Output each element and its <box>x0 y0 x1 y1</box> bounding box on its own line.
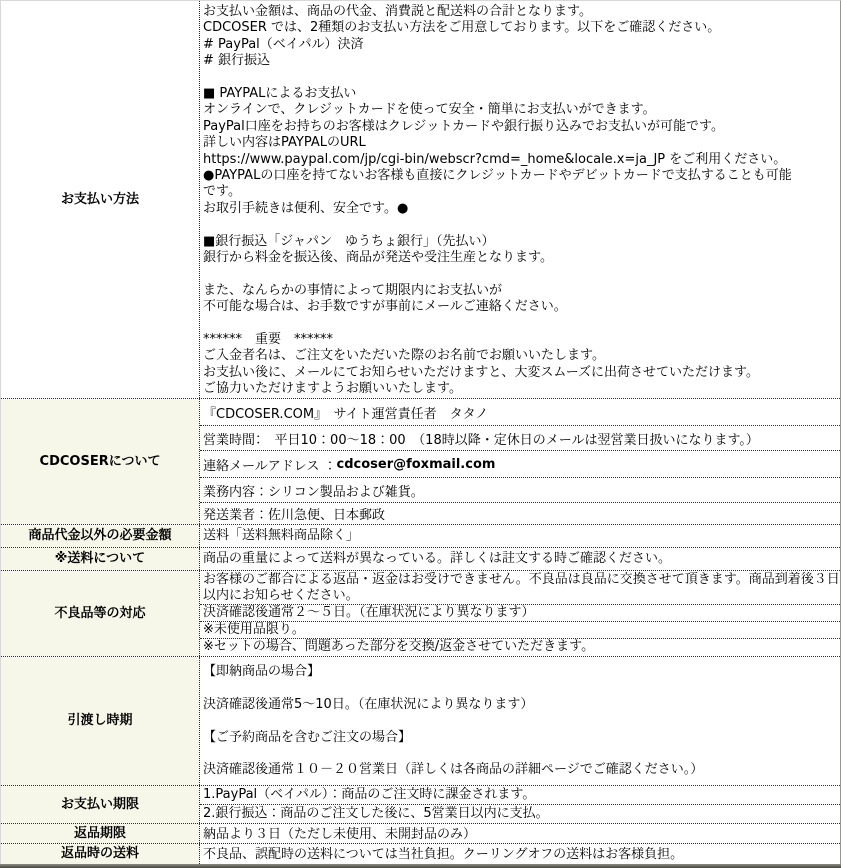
shipper-row <box>200 503 840 524</box>
site-operator-row <box>200 399 840 426</box>
return-fee-content: 不良品、誤配時の送料については当社負担。クーリングオフの送料はお客様負担。 <box>203 847 684 862</box>
defect-exchange-time-row: 決済確認後通常２～５日。（在庫状況により異なります） <box>200 605 840 622</box>
row-payment-deadline <box>1 786 840 824</box>
about-label-cell <box>1 399 200 524</box>
text-line: お取引手続きは便利、安全です。● <box>203 200 409 216</box>
business-content-row <box>200 478 840 503</box>
text-line: 【即納商品の場合】 <box>203 664 321 679</box>
delivery-label-cell <box>1 657 200 785</box>
business-hours-text: 営業時間： 平日10：00～18：00 （18時以降・定休日のメールは翌営業日扱いになります。） <box>203 432 759 448</box>
delivery-label: 引渡し時期 <box>67 713 133 728</box>
defect-policy-row: お客様のご都合による返品・返金はお受けできません。不良品は良品に交換させて頂きます。商品到着後３日以内にお知らせください。 <box>200 571 840 605</box>
text-line: CDCOSER では、2種類のお支払い方法をご用意しております。以下をご確認ください。 <box>203 20 721 36</box>
row-return-period <box>1 824 840 844</box>
contact-email: cdcoser@foxmail.com <box>336 456 496 472</box>
return-fee-label: 返品時の送料 <box>60 846 139 861</box>
text-line: お支払い後に、メールにてお知らせいただけますと、大変スムーズに出荷させていただけます。 <box>203 364 760 380</box>
business-content-text: 業務内容：シリコン製品および雑貨。 <box>203 484 424 500</box>
row-delivery-timing <box>1 657 840 786</box>
text-line: 詳しい内容はPAYPALのURL <box>203 135 366 151</box>
row-extra-fee <box>1 525 840 548</box>
text-line: PayPal口座をお持ちのお客様はクレジットカードや銀行振り込みでお支払いが可能です。 <box>203 118 724 134</box>
text-line: です。 <box>203 184 241 200</box>
text-line: 銀行から料金を振込後、商品が発送や受注生産となります。 <box>203 250 553 266</box>
text-line: 【ご予約商品を含むご注文の場合】 <box>203 729 412 745</box>
text-line: 決済確認後通常5～10日。（在庫状況により異なります） <box>203 696 534 712</box>
text-line: ●PAYPALの口座を持てないお客様も直接にクレジットカードやデビットカードで支払することも可能 <box>203 168 792 184</box>
defect-label: 不良品等の対応 <box>54 605 146 621</box>
row-payment-method <box>1 1 840 399</box>
blank-line <box>203 70 838 86</box>
blank-line <box>203 680 838 696</box>
site-operator-text: 『CDCOSER.COM』 サイト運営責任者 タタノ <box>203 406 489 422</box>
extra-fee-label-cell <box>1 525 200 547</box>
blank-line <box>203 713 838 729</box>
deadline-paypal-row: 1.PayPal（ベイパル）：商品のご注文時に課金されます。 <box>200 786 840 805</box>
extra-fee-content: 送料「送料無料商品除く」 <box>203 528 360 543</box>
shipping-note-content: 商品の重量によって送料が異なっている。詳しくは註文する時ご確認ください。 <box>203 551 672 566</box>
shipping-note-label: ※送料について <box>54 551 146 566</box>
text-line: # PayPal（ベイパル）決済 <box>203 36 364 52</box>
about-content <box>200 399 840 524</box>
bottom-divider-bar <box>0 864 841 868</box>
shipper-text: 発送業者：佐川急便、日本郵政 <box>203 508 386 523</box>
important-heading-line: ****** 重要 ****** <box>203 332 334 348</box>
return-period-label: 返品期限 <box>73 825 126 841</box>
contact-email-row <box>200 451 840 478</box>
blank-line <box>203 316 838 332</box>
row-return-fee <box>1 844 840 864</box>
return-fee-label-cell <box>1 844 200 864</box>
shipping-note-label-cell <box>1 548 200 570</box>
text-line: # 銀行振込 <box>203 53 271 69</box>
text-line: ご協力いただけますようお願いいたします。 <box>203 381 462 397</box>
deadline-label-cell <box>1 786 200 823</box>
text-line: オンラインで、クレジットカードを使って安全・簡単にお支払いができます。 <box>203 102 656 118</box>
row-shipping-note <box>1 548 840 571</box>
row-about-cdcoser <box>1 399 840 525</box>
deadline-label: お支払い期限 <box>60 796 139 812</box>
blank-line <box>203 746 838 762</box>
delivery-content <box>200 657 840 785</box>
text-line: ご入金者名は、ご注文をいただいた際のお名前でお願いいたします。 <box>203 348 605 364</box>
extra-fee-label: 商品代金以外の必要金額 <box>28 528 172 543</box>
payment-method-label-cell <box>1 1 200 398</box>
text-line: 決済確認後通常１０－２０営業日（詳しくは各商品の詳細ページでご確認ください。） <box>203 762 704 778</box>
deadline-content <box>200 786 840 823</box>
row-defect-handling <box>1 571 840 657</box>
blank-line <box>203 266 838 282</box>
return-period-label-cell <box>1 824 200 843</box>
return-period-content: 納品より３日（ただし未使用、未開封品のみ） <box>203 827 477 842</box>
business-hours-row <box>200 426 840 451</box>
text-line: 不可能な場合は、お手数ですが事前にメールご連絡ください。 <box>203 299 567 315</box>
text-line: お支払い金額は、商品の代金、消費説と配送料の合計となります。 <box>203 4 592 19</box>
contact-email-prefix: 連絡メールアドレス ： <box>203 458 337 474</box>
paypal-url-line: https://www.paypal.com/jp/cgi-bin/webscr?cmd=_home&locale.x=ja_JP をご利用ください。 <box>203 151 787 167</box>
payment-method-label: お支払い方法 <box>60 191 139 207</box>
defect-unused-only-row: ※未使用品限り。 <box>200 622 840 639</box>
payment-method-content <box>200 1 840 398</box>
text-line: ■銀行振込「ジャパン ゆうちょ銀行」（先払い） <box>203 233 495 249</box>
defect-label-cell <box>1 571 200 656</box>
defect-set-rule-row: ※セットの場合、問題あった部分を交換/返金させていただきます。 <box>203 639 595 654</box>
deadline-bank-row: 2.銀行振込：商品のご注文した後に、5営業日以内に支払。 <box>203 806 549 821</box>
text-line: ■ PAYPALによるお支払い <box>203 86 357 102</box>
defect-content <box>200 571 840 656</box>
blank-line <box>203 217 838 233</box>
about-label: CDCOSERについて <box>39 453 161 469</box>
text-line: また、なんらかの事情によって期限内にお支払いが <box>203 282 503 298</box>
